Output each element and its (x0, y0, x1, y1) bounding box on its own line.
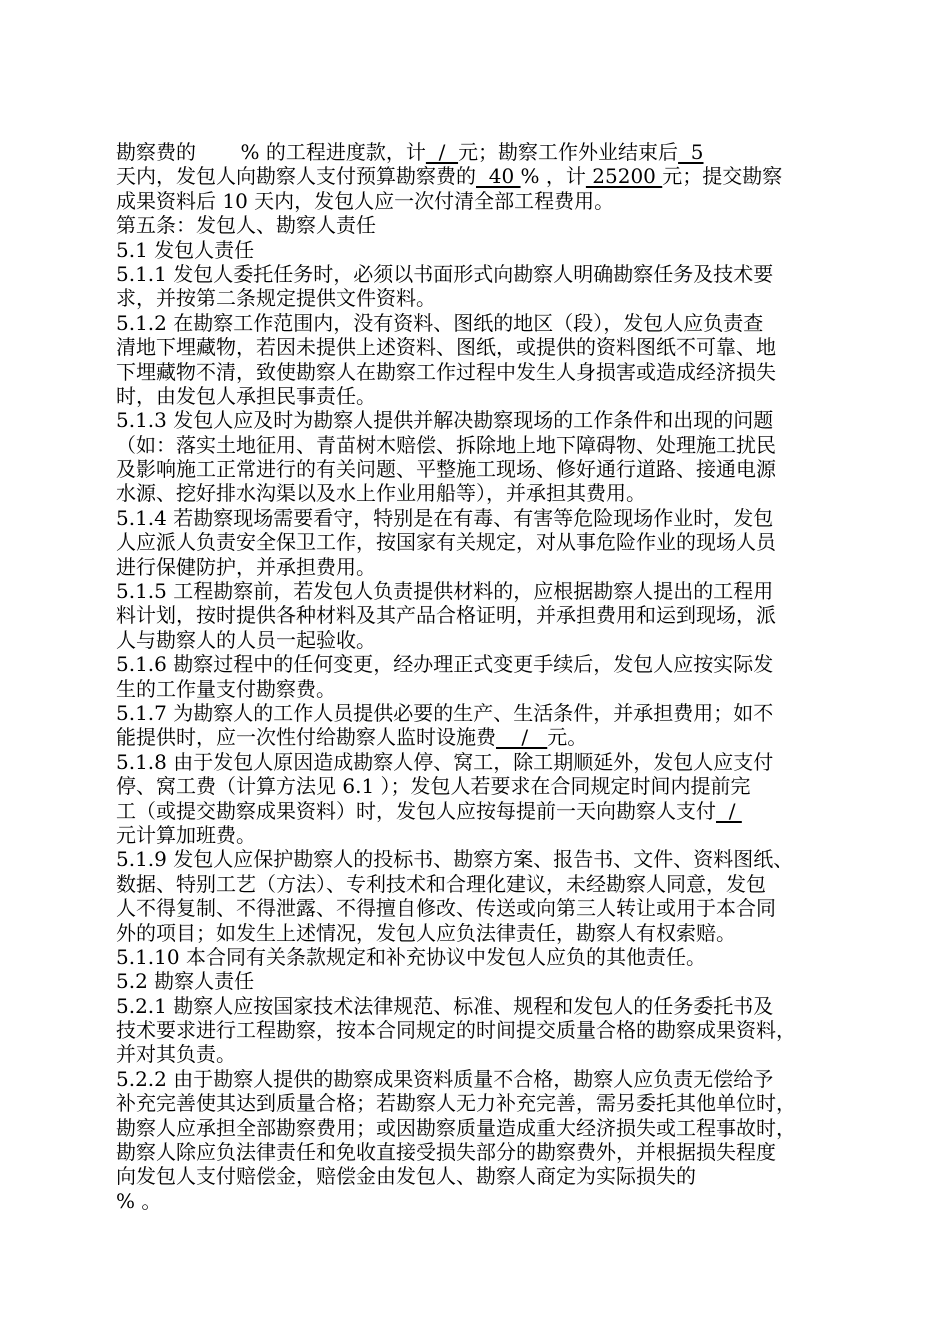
text-line (116, 1189, 854, 1213)
text-line (116, 603, 854, 627)
text-segment: 勘察费的 (116, 140, 196, 164)
text-segment: 及影响施工正常进行的有关问题、平整施工现场、修好通行道路、接通电源 (116, 457, 776, 482)
text-line (116, 872, 854, 896)
text-line (116, 408, 854, 432)
text-segment: 能提供时，应一次性付给勘察人监时设施费 (116, 725, 496, 750)
text-segment: 5.1.3 发包人应及时为勘察人提供并解决勘察现场的工作条件和出现的问题 (116, 408, 774, 433)
text-line (116, 360, 854, 384)
text-line (116, 1091, 854, 1115)
text-segment: 5.1.9 发包人应保护勘察人的投标书、勘察方案、报告书、文件、资料图纸、 (116, 847, 794, 872)
text-line (116, 286, 854, 310)
text-line (116, 750, 854, 774)
text-line (116, 945, 854, 969)
text-line (116, 481, 854, 505)
text-segment: 水源、挖好排水沟渠以及水上作业用船等），并承担其费用。 (116, 481, 646, 506)
text-segment: 天内，发包人向勘察人支付预算勘察费的 (116, 164, 476, 189)
text-segment: 外的项目；如发生上述情况，发包人应负法律责任，勘察人有权索赔。 (116, 920, 736, 945)
text-line (116, 1164, 854, 1188)
text-line (116, 213, 854, 237)
text-segment (196, 140, 241, 164)
text-segment: 5.1.10 本合同有关条款规定和补充协议中发包人应负的其他责任。 (116, 944, 706, 969)
text-segment: 进行保健防护，并承担费用。 (116, 554, 376, 579)
text-segment: 5.1.2 在勘察工作范围内，没有资料、图纸的地区（段），发包人应负责查 (116, 310, 764, 335)
text-segment: 5.1.8 由于发包人原因造成勘察人停、窝工，除工期顺延外，发包人应支付 (116, 749, 774, 774)
text-segment: 成果资料后 10 天内，发包人应一次付清全部工程费用。 (116, 188, 615, 213)
text-line (116, 335, 854, 359)
text-segment: 人应派人负责安全保卫工作，按国家有关规定，对从事危险作业的现场人员 (116, 530, 776, 555)
text-segment: 补充完善使其达到质量合格；若勘察人无力补充完善，需另委托其他单位时， (116, 1091, 796, 1116)
text-segment: 料计划，按时提供各种材料及其产品合格证明，并承担费用和运到现场，派 (116, 603, 776, 628)
text-line (116, 774, 854, 798)
text-line (116, 311, 854, 335)
text-segment: 元；勘察工作外业结束后 (458, 140, 679, 164)
text-line (116, 1140, 854, 1164)
text-line (116, 506, 854, 530)
contract-body-text (116, 140, 854, 1213)
text-line (116, 799, 854, 823)
text-segment: 时，由发包人承担民事责任。 (116, 383, 376, 408)
text-segment: 向发包人支付赔偿金，赔偿金由发包人、勘察人商定为实际损失的 (116, 1164, 696, 1189)
text-segment: % ，计 (520, 164, 586, 189)
text-segment: 停、窝工费（计算方法见 6.1 ）；发包人若要求在合同规定时间内提前完 (116, 774, 751, 799)
fill-in-blank: / (496, 725, 548, 750)
text-segment: 5.1 发包人责任 (116, 237, 255, 262)
text-line (116, 1042, 854, 1066)
text-segment: 元计算加班费。 (116, 822, 256, 847)
text-line (116, 238, 854, 262)
text-segment: 第五条：发包人、勘察人责任 (116, 213, 376, 238)
text-segment: 5.2.1 勘察人应按国家技术法律规范、标准、规程和发包人的任务委托书及 (116, 993, 774, 1018)
text-segment: % 的工程进度款，计 (240, 140, 426, 164)
text-line (116, 823, 854, 847)
text-line (116, 628, 854, 652)
text-line (116, 1018, 854, 1042)
text-segment: 5.1.6 勘察过程中的任何变更，经办理正式变更手续后，发包人应按实际发 (116, 652, 774, 677)
text-segment: 5.1.4 若勘察现场需要看守，特别是在有毒、有害等危险现场作业时，发包 (116, 505, 774, 530)
text-line (116, 994, 854, 1018)
text-segment: 元。 (547, 725, 588, 750)
text-line (116, 384, 854, 408)
fill-in-blank: 25200 (585, 164, 663, 189)
text-segment: 下埋藏物不清，致使勘察人在勘察工作过程中发生人身损害或造成经济损失 (116, 359, 776, 384)
text-line (116, 847, 854, 871)
text-segment: 5.2.2 由于勘察人提供的勘察成果资料质量不合格，勘察人应负责无偿给予 (116, 1066, 774, 1091)
text-segment: 数据、特别工艺（方法）、专利技术和合理化建议，未经勘察人同意，发包 (116, 871, 766, 896)
text-segment: 工（或提交勘察成果资料）时，发包人应按每提前一天向勘察人支付 (116, 798, 716, 823)
text-line (116, 579, 854, 603)
fill-in-blank: 5 (678, 140, 704, 164)
text-line (116, 189, 854, 213)
text-line (116, 140, 854, 164)
text-segment: 人与勘察人的人员一起验收。 (116, 627, 376, 652)
text-line (116, 677, 854, 701)
text-segment: 勘察人应承担全部勘察费用；或因勘察质量造成重大经济损失或工程事故时， (116, 1115, 796, 1140)
text-line (116, 701, 854, 725)
fill-in-blank: / (425, 140, 459, 164)
text-line (116, 725, 854, 749)
text-line (116, 1116, 854, 1140)
text-segment: 技术要求进行工程勘察，按本合同规定的时间提交质量合格的勘察成果资料， (116, 1018, 796, 1043)
text-line (116, 433, 854, 457)
text-line (116, 969, 854, 993)
text-segment: （如：落实土地征用、青苗树木赔偿、拆除地上地下障碍物、处理施工扰民 (116, 432, 776, 457)
text-segment: 生的工作量支付勘察费。 (116, 676, 336, 701)
text-segment: 5.1.1 发包人委托任务时，必须以书面形式向勘察人明确勘察任务及技术要 (116, 261, 774, 286)
text-segment: 人不得复制、不得泄露、不得擅自修改、传送或向第三人转让或用于本合同 (116, 896, 776, 921)
text-line (116, 262, 854, 286)
text-segment: 5.2 勘察人责任 (116, 969, 255, 994)
text-line (116, 164, 854, 188)
text-segment: % 。 (116, 1188, 162, 1213)
text-segment: 元；提交勘察 (662, 164, 783, 189)
text-segment: 5.1.5 工程勘察前，若发包人负责提供材料的，应根据勘察人提出的工程用 (116, 579, 774, 604)
text-line (116, 921, 854, 945)
text-segment: 5.1.7 为勘察人的工作人员提供必要的生产、生活条件，并承担费用；如不 (116, 700, 774, 725)
text-segment: 勘察人除应负法律责任和免收直接受损失部分的勘察费外，并根据损失程度 (116, 1140, 776, 1165)
text-line (116, 896, 854, 920)
text-line (116, 652, 854, 676)
text-segment: 求，并按第二条规定提供文件资料。 (116, 286, 436, 311)
text-line (116, 530, 854, 554)
text-line (116, 555, 854, 579)
text-line (116, 457, 854, 481)
text-line (116, 1067, 854, 1091)
fill-in-blank: 40 (476, 164, 521, 189)
text-segment: 并对其负责。 (116, 1042, 236, 1067)
fill-in-blank: / (716, 798, 742, 823)
text-segment: 清地下埋藏物，若因未提供上述资料、图纸，或提供的资料图纸不可靠、地 (116, 335, 776, 360)
